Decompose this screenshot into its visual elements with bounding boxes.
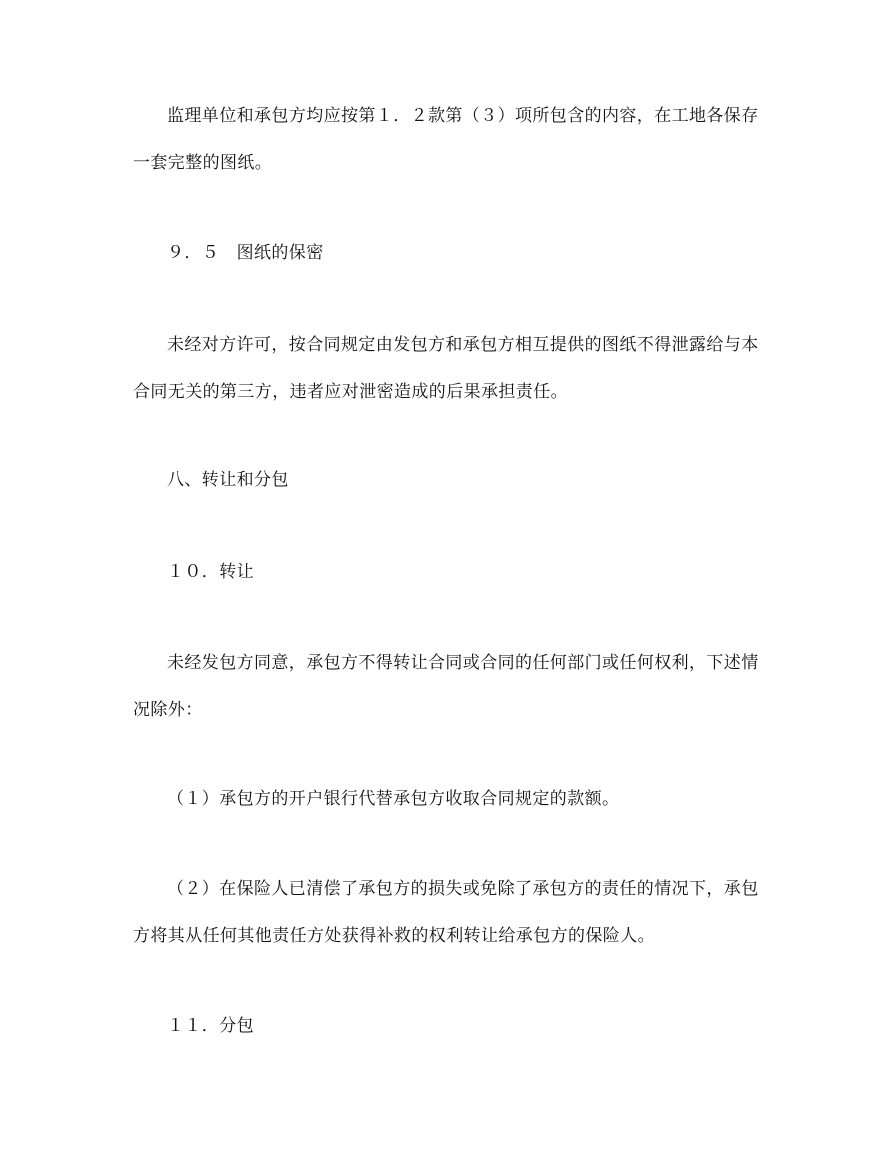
text-line: 方将其从任何其他责任方处获得补救的权利转让给承包方的保险人。 [133, 926, 655, 946]
section-heading-9-5 [133, 230, 773, 277]
heading-text: １１．分包 [167, 1016, 254, 1036]
heading-text: １０．转让 [167, 562, 254, 582]
section-heading-11 [133, 1003, 773, 1050]
heading-text: ９．５ 图纸的保密 [167, 243, 324, 263]
text-line: 合同无关的第三方，违者应对泄密造成的后果承担责任。 [133, 382, 568, 402]
chapter-heading-8 [133, 457, 773, 504]
text-line: 监理单位和承包方均应按第１．２款第（３）项所包含的内容，在工地各保存 [167, 106, 759, 126]
text-line: 况除外： [133, 700, 203, 720]
paragraph-assignment [133, 640, 773, 734]
list-item-2 [133, 866, 773, 960]
heading-text: 八、转让和分包 [167, 470, 289, 490]
list-item-1 [133, 776, 773, 823]
text-line: 未经对方许可，按合同规定由发包方和承包方相互提供的图纸不得泄露给与本 [167, 335, 759, 355]
text-line: 一套完整的图纸。 [133, 153, 273, 173]
section-heading-10 [133, 549, 773, 596]
text-line: 未经发包方同意，承包方不得转让合同或合同的任何部门或任何权利，下述情 [167, 653, 759, 673]
paragraph-drawing-copies [133, 93, 773, 187]
text-line: （２）在保险人已清偿了承包方的损失或免除了承包方的责任的情况下，承包 [167, 879, 759, 899]
text-line: （１）承包方的开户银行代替承包方收取合同规定的款额。 [167, 789, 620, 809]
paragraph-drawing-confidentiality [133, 322, 773, 416]
